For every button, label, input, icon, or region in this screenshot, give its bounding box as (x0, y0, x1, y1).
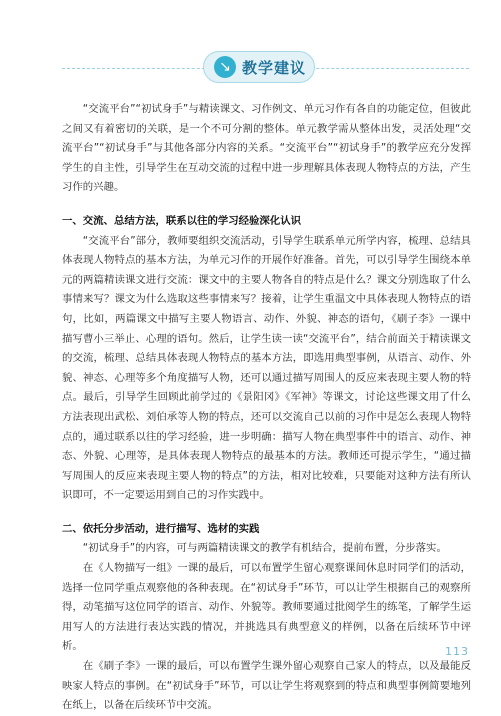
section-1-heading: 一、交流、总结方法，联系以往的学习经验深化认识 (62, 214, 301, 227)
section-2-paragraph: 在《刷子李》一课的最后，可以布置学生课外留心观察自己家人的特点，以及最能反映家人特点的事例。在“初试身手”环节，可以让学生将观察到的特点和典型事例简要地列在纸上，以备在后续环节中交流。 (62, 660, 471, 712)
check-arrow-icon: ↘ (214, 56, 236, 78)
section-2-heading: 二、依托分步活动，进行描写、选材的实践 (62, 522, 260, 535)
section-2-paragraph: 在《人物描写一组》一课的最后，可以布置学生留心观察课间休息时同学们的活动，选择一位同学重点观察他的各种表现。在“初试身手”环节，可以让学生根据自己的观察所得，动笔描写这位同学的语言、动作、外貌等。教师要通过批阅学生的练笔，了解学生运用写人的方法进行表达实践的情况，并挑选具有典型意义的样例，以备在后续环节中评析。 (62, 562, 471, 653)
document-body (62, 100, 471, 716)
intro-paragraph: “交流平台”“初试身手”与精读课文、习作例文、单元习作有各自的功能定位，但彼此之间又有着密切的关联，是一个不可分割的整体。单元教学需从整体出发，灵活处理“交流平台”“初试身手”与其他各部分内容的关系。“交流平台”“初试身手”的教学应充分发挥学生的自主性，引导学生在互动交流的过程中进一步理解具体表现人物特点的方法，产生习作的兴趣。 (62, 103, 471, 194)
page-number: 113 (445, 645, 469, 658)
spacer (62, 506, 471, 520)
section-2-paragraph: “初试身手”的内容，可与两篇精读课文的教学有机结合，提前布置，分步落实。 (82, 542, 447, 555)
section-header (203, 51, 315, 83)
section-1-paragraph: “交流平台”部分，教师要组织交流活动，引导学生联系单元所学内容，梳理、总结具体表现人物特点的基本方法，为单元习作的开展作好准备。首先，可以引导学生围绕本单元的两篇精读课文进行交流：课文中的主要人物各自的特点是什么？课文分别选取了什么事情来写？课文为什么选取这些事情来写？接着，让学生重温文中具体表现人物特点的语句，比如，两篇课文中描写主要人物语言、动作、外貌、神态的语句，《刷子李》一课中描写曹小三举止、心理的语句。然后，让学生读一读“交流平台”，结合前面关于精读课文的交流，梳理、总结具体表现人物特点的基本方法，即选用典型事例，从语言、动作、外貌、神态、心理等多个角度描写人物，还可以通过描写周围人的反应来表现主要人物的特点。最后，引导学生回顾此前学过的《景阳冈》《军神》等课文，讨论这些课文用了什么方法表现出武松、刘伯承等人物的特点，还可以交流自己以前的习作中是怎么表现人物特点的，通过联系以往的学习经验，进一步明确：描写人物在典型事件中的语言、动作、神态、外貌、心理等，是具体表现人物特点的最基本的方法。教师还可提示学生，“通过描写周围人的反应来表现主要人物的特点”的方法，相对比较难，只要能对这种方法有所认识即可，不一定要运用到自己的习作实践中。 (62, 234, 471, 502)
spacer (62, 198, 471, 212)
section-title: 教学建议 (242, 58, 307, 77)
